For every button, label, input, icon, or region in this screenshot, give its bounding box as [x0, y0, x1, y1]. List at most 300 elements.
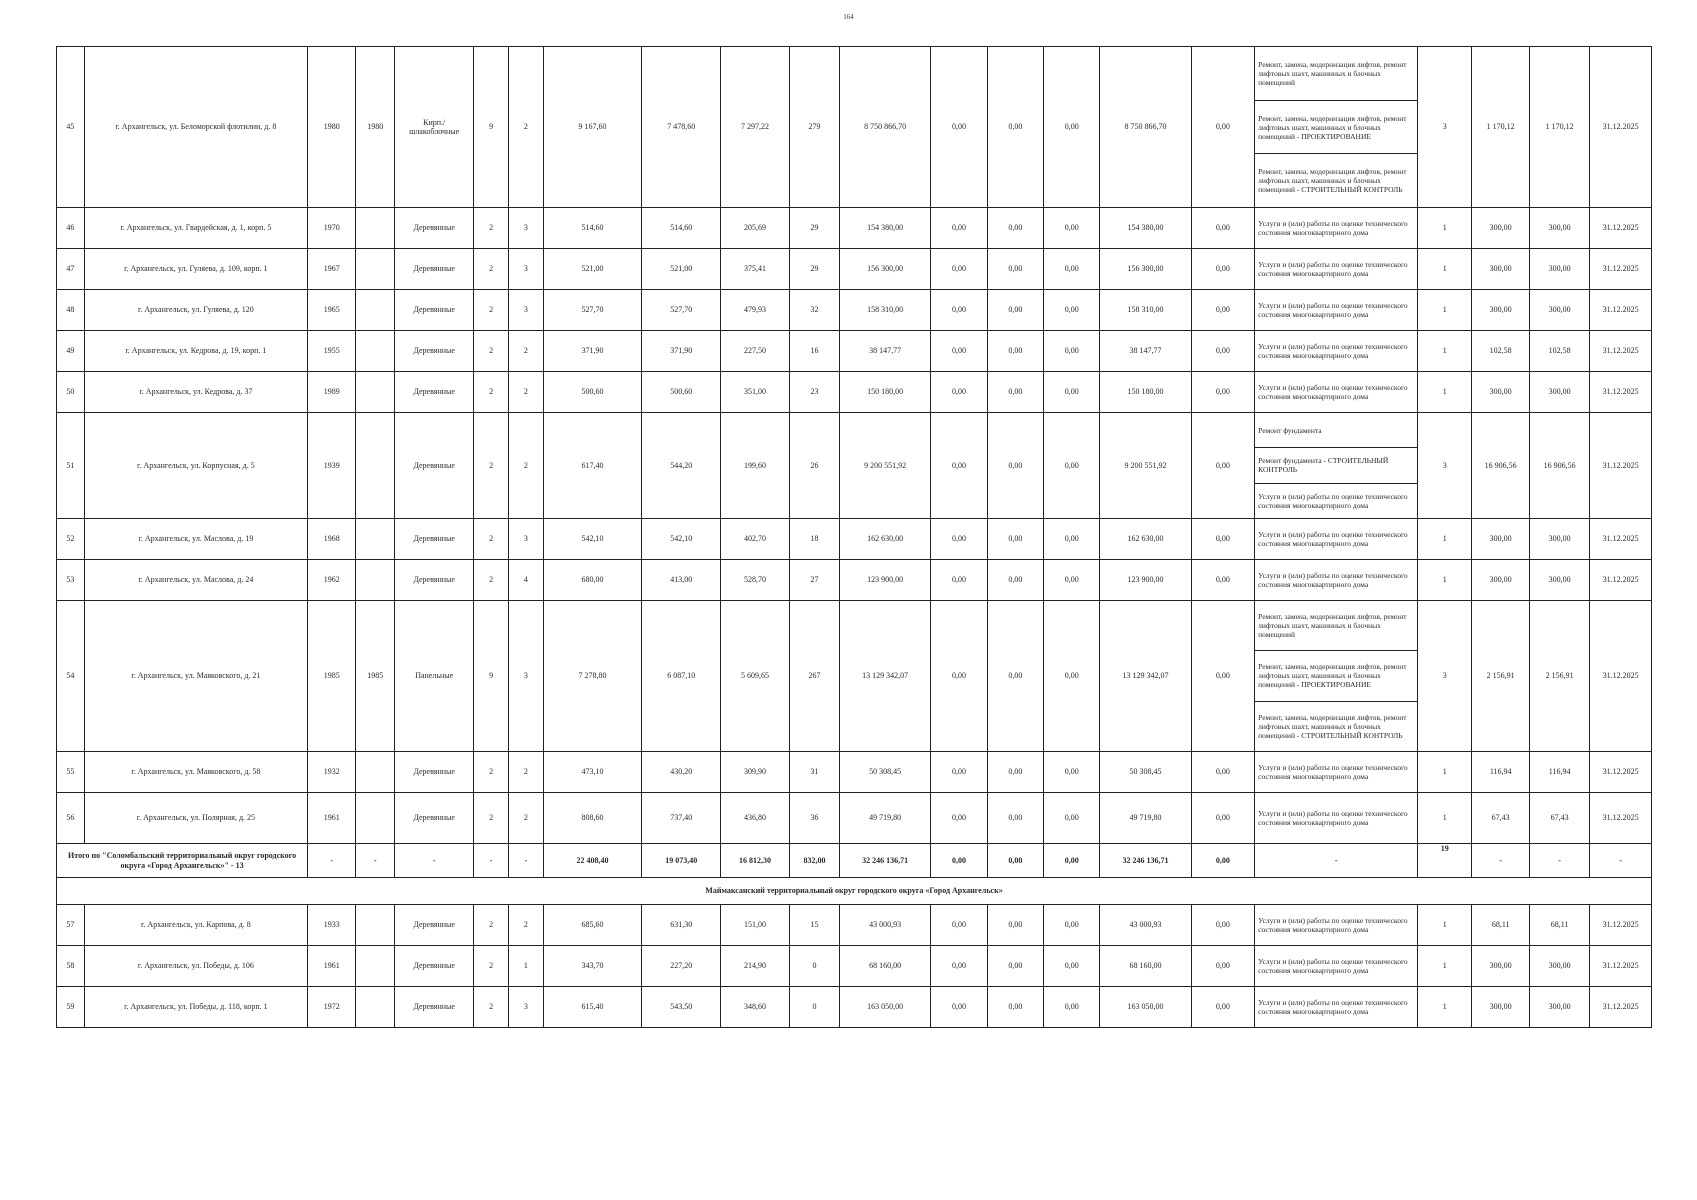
- work-item: Ремонт, замена, модернизация лифтов, ремонт лифтовых шахт, машинных и блочных помещений - СТРОИТЕЛЬНЫЙ КОНТРОЛЬ: [1255, 153, 1417, 207]
- residents: 26: [789, 413, 839, 519]
- cost-total: 158 310,00: [840, 290, 931, 331]
- work-count: 1: [1418, 372, 1472, 413]
- year-built: 1985: [308, 601, 356, 752]
- residents: 36: [789, 793, 839, 844]
- cost-municipal: 0,00: [1044, 987, 1100, 1028]
- residents: 18: [789, 519, 839, 560]
- cost-fund: 0,00: [931, 519, 987, 560]
- area-total: 7 278,80: [543, 601, 641, 752]
- cost-regional: 0,00: [987, 290, 1043, 331]
- total-dash: -: [509, 844, 544, 878]
- works-cell: [1255, 601, 1418, 752]
- work-count: 1: [1418, 290, 1472, 331]
- year-built: 1962: [308, 560, 356, 601]
- area-total: 685,60: [543, 905, 641, 946]
- address: г. Архангельск, ул. Победы, д. 106: [84, 946, 307, 987]
- area-total: 680,00: [543, 560, 641, 601]
- residents: 29: [789, 249, 839, 290]
- works-cell: [1255, 331, 1418, 372]
- entrances: 2: [509, 752, 544, 793]
- work-item: Услуги и (или) работы по оценке технического состояния многоквартирного дома: [1258, 571, 1408, 589]
- works-cell: [1255, 208, 1418, 249]
- entrances: 2: [509, 47, 544, 208]
- floors: 2: [474, 249, 509, 290]
- cost-total: 123 900,00: [840, 560, 931, 601]
- entrances: 2: [509, 413, 544, 519]
- cost-other: 0,00: [1191, 560, 1255, 601]
- floors: 2: [474, 413, 509, 519]
- deadline: 31.12.2025: [1590, 601, 1652, 752]
- cost-total: 150 180,00: [840, 372, 931, 413]
- table-row: [57, 793, 1652, 844]
- cost-municipal: 0,00: [1044, 793, 1100, 844]
- area-living: 521,00: [642, 249, 721, 290]
- year-overhaul: [356, 946, 395, 987]
- cost-other: 0,00: [1191, 793, 1255, 844]
- works-cell: [1255, 249, 1418, 290]
- cost-total: 162 630,00: [840, 519, 931, 560]
- cost-municipal: 0,00: [1044, 208, 1100, 249]
- address: г. Архангельск, ул. Маяковского, д. 58: [84, 752, 307, 793]
- unit-cost: 68,11: [1472, 905, 1529, 946]
- entrances: 3: [509, 519, 544, 560]
- residents: 0: [789, 946, 839, 987]
- address: г. Архангельск, ул. Маяковского, д. 21: [84, 601, 307, 752]
- deadline: 31.12.2025: [1590, 752, 1652, 793]
- year-overhaul: [356, 413, 395, 519]
- cost-fund: 0,00: [931, 793, 987, 844]
- address: г. Архангельск, ул. Победы, д. 118, корп. 1: [84, 987, 307, 1028]
- area-total: 521,00: [543, 249, 641, 290]
- year-overhaul: [356, 331, 395, 372]
- cost-other: 0,00: [1191, 987, 1255, 1028]
- total-dash: -: [356, 844, 395, 878]
- work-count: 1: [1418, 793, 1472, 844]
- total-row: [57, 844, 1652, 878]
- work-item: Услуги и (или) работы по оценке технического состояния многоквартирного дома: [1258, 916, 1408, 934]
- year-built: 1968: [308, 519, 356, 560]
- row-number: 53: [57, 560, 85, 601]
- max-unit-cost: 116,94: [1529, 752, 1589, 793]
- residents: 29: [789, 208, 839, 249]
- work-item: Услуги и (или) работы по оценке технического состояния многоквартирного дома: [1258, 342, 1408, 360]
- cost-owners: 13 129 342,07: [1100, 601, 1191, 752]
- row-number: 55: [57, 752, 85, 793]
- work-item: Услуги и (или) работы по оценке технического состояния многоквартирного дома: [1258, 763, 1408, 781]
- row-number: 58: [57, 946, 85, 987]
- wall-material: Деревянные: [395, 752, 474, 793]
- cost-fund: 0,00: [931, 372, 987, 413]
- cost-other: 0,00: [1191, 331, 1255, 372]
- year-overhaul: [356, 208, 395, 249]
- wall-material: Деревянные: [395, 290, 474, 331]
- page-number: 164: [843, 13, 854, 21]
- year-built: 1939: [308, 413, 356, 519]
- max-unit-cost: 102,58: [1529, 331, 1589, 372]
- table-row: [57, 560, 1652, 601]
- area-residential: 227,50: [721, 331, 790, 372]
- unit-cost: 102,58: [1472, 331, 1529, 372]
- cost-fund: 0,00: [931, 905, 987, 946]
- cost-other: 0,00: [1191, 249, 1255, 290]
- unit-cost: 300,00: [1472, 290, 1529, 331]
- unit-cost: 116,94: [1472, 752, 1529, 793]
- works-cell: [1255, 987, 1418, 1028]
- cost-total: 38 147,77: [840, 331, 931, 372]
- area-residential: 151,00: [721, 905, 790, 946]
- deadline: 31.12.2025: [1590, 290, 1652, 331]
- deadline: 31.12.2025: [1590, 47, 1652, 208]
- table-row: [57, 987, 1652, 1028]
- floors: 2: [474, 560, 509, 601]
- area-living: 527,70: [642, 290, 721, 331]
- address: г. Архангельск, ул. Маслова, д. 24: [84, 560, 307, 601]
- deadline: 31.12.2025: [1590, 793, 1652, 844]
- cost-fund: 0,00: [931, 413, 987, 519]
- area-living: 514,60: [642, 208, 721, 249]
- year-built: 1961: [308, 946, 356, 987]
- cost-owners: 38 147,77: [1100, 331, 1191, 372]
- unit-cost: 300,00: [1472, 208, 1529, 249]
- address: г. Архангельск, ул. Гвардейская, д. 1, корп. 5: [84, 208, 307, 249]
- area-living: 631,30: [642, 905, 721, 946]
- max-unit-cost: 67,43: [1529, 793, 1589, 844]
- work-count: 3: [1418, 47, 1472, 208]
- cost-other: 0,00: [1191, 413, 1255, 519]
- year-built: 1965: [308, 290, 356, 331]
- unit-cost: 300,00: [1472, 372, 1529, 413]
- works-cell: [1255, 946, 1418, 987]
- work-item: Услуги и (или) работы по оценке технического состояния многоквартирного дома: [1255, 483, 1417, 518]
- total-dash: -: [1590, 844, 1652, 878]
- cost-total: 8 750 866,70: [840, 47, 931, 208]
- year-built: 1972: [308, 987, 356, 1028]
- cost-owners: 49 719,80: [1100, 793, 1191, 844]
- work-item: Услуги и (или) работы по оценке технического состояния многоквартирного дома: [1258, 383, 1408, 401]
- total-cost: 32 246 136,71: [840, 844, 931, 878]
- entrances: 3: [509, 601, 544, 752]
- cost-municipal: 0,00: [1044, 519, 1100, 560]
- unit-cost: 67,43: [1472, 793, 1529, 844]
- area-residential: 402,70: [721, 519, 790, 560]
- max-unit-cost: 300,00: [1529, 249, 1589, 290]
- work-count: 1: [1418, 752, 1472, 793]
- works-cell: [1255, 905, 1418, 946]
- floors: 2: [474, 946, 509, 987]
- work-item: Услуги и (или) работы по оценке технического состояния многоквартирного дома: [1258, 957, 1408, 975]
- year-built: 1970: [308, 208, 356, 249]
- cost-municipal: 0,00: [1044, 560, 1100, 601]
- area-living: 371,90: [642, 331, 721, 372]
- wall-material: Деревянные: [395, 208, 474, 249]
- works-cell: [1255, 793, 1418, 844]
- cost-owners: 8 750 866,70: [1100, 47, 1191, 208]
- cost-regional: 0,00: [987, 601, 1043, 752]
- wall-material: Деревянные: [395, 946, 474, 987]
- row-number: 50: [57, 372, 85, 413]
- row-number: 56: [57, 793, 85, 844]
- wall-material: Деревянные: [395, 519, 474, 560]
- area-living: 737,40: [642, 793, 721, 844]
- table-row: [57, 372, 1652, 413]
- area-total: 343,70: [543, 946, 641, 987]
- floors: 2: [474, 372, 509, 413]
- cost-fund: 0,00: [931, 987, 987, 1028]
- work-count: 1: [1418, 987, 1472, 1028]
- row-number: 46: [57, 208, 85, 249]
- max-unit-cost: 68,11: [1529, 905, 1589, 946]
- deadline: 31.12.2025: [1590, 560, 1652, 601]
- entrances: 4: [509, 560, 544, 601]
- work-item: Ремонт, замена, модернизация лифтов, ремонт лифтовых шахт, машинных и блочных помещений: [1258, 59, 1407, 87]
- cost-municipal: 0,00: [1044, 601, 1100, 752]
- deadline: 31.12.2025: [1590, 249, 1652, 290]
- cost-fund: 0,00: [931, 752, 987, 793]
- total-residents: 832,00: [789, 844, 839, 878]
- area-residential: 5 609,65: [721, 601, 790, 752]
- cost-owners: 43 000,93: [1100, 905, 1191, 946]
- max-unit-cost: 300,00: [1529, 372, 1589, 413]
- table-row: [57, 47, 1652, 208]
- work-item: Ремонт, замена, модернизация лифтов, ремонт лифтовых шахт, машинных и блочных помещений - СТРОИТЕЛЬНЫЙ КОНТРОЛЬ: [1255, 701, 1417, 751]
- work-item: Услуги и (или) работы по оценке технического состояния многоквартирного дома: [1258, 998, 1408, 1016]
- row-number: 52: [57, 519, 85, 560]
- total-c2: 0,00: [987, 844, 1043, 878]
- address: г. Архангельск, ул. Гуляева, д. 109, корп. 1: [84, 249, 307, 290]
- cost-regional: 0,00: [987, 752, 1043, 793]
- work-item: Ремонт, замена, модернизация лифтов, ремонт лифтовых шахт, машинных и блочных помещений - ПРОЕКТИРОВАНИЕ: [1255, 100, 1417, 154]
- cost-other: 0,00: [1191, 208, 1255, 249]
- area-residential: 7 297,22: [721, 47, 790, 208]
- cost-municipal: 0,00: [1044, 331, 1100, 372]
- cost-regional: 0,00: [987, 372, 1043, 413]
- cost-fund: 0,00: [931, 47, 987, 208]
- year-built: 1980: [308, 47, 356, 208]
- cost-regional: 0,00: [987, 208, 1043, 249]
- cost-regional: 0,00: [987, 47, 1043, 208]
- wall-material: Деревянные: [395, 793, 474, 844]
- residents: 31: [789, 752, 839, 793]
- works-cell: [1255, 519, 1418, 560]
- year-built: 1933: [308, 905, 356, 946]
- cost-regional: 0,00: [987, 987, 1043, 1028]
- cost-fund: 0,00: [931, 560, 987, 601]
- cost-owners: 156 300,00: [1100, 249, 1191, 290]
- work-count: 1: [1418, 331, 1472, 372]
- work-item: Услуги и (или) работы по оценке технического состояния многоквартирного дома: [1258, 530, 1408, 548]
- section-row: [57, 878, 1652, 905]
- year-built: 1955: [308, 331, 356, 372]
- area-total: 527,70: [543, 290, 641, 331]
- address: г. Архангельск, ул. Кедрова, д. 19, корп. 1: [84, 331, 307, 372]
- total-label: Итого по "Соломбальский территориальный округ городского округа «Город Архангельск»" - 13: [57, 844, 308, 878]
- entrances: 2: [509, 793, 544, 844]
- deadline: 31.12.2025: [1590, 987, 1652, 1028]
- cost-total: 50 308,45: [840, 752, 931, 793]
- work-item: Услуги и (или) работы по оценке технического состояния многоквартирного дома: [1258, 219, 1408, 237]
- max-unit-cost: 300,00: [1529, 519, 1589, 560]
- residents: 16: [789, 331, 839, 372]
- year-built: 1961: [308, 793, 356, 844]
- cost-fund: 0,00: [931, 331, 987, 372]
- wall-material: Деревянные: [395, 987, 474, 1028]
- works-cell: [1255, 290, 1418, 331]
- work-item: Услуги и (или) работы по оценке технического состояния многоквартирного дома: [1258, 301, 1408, 319]
- deadline: 31.12.2025: [1590, 372, 1652, 413]
- year-overhaul: [356, 560, 395, 601]
- total-area-total: 22 408,40: [543, 844, 641, 878]
- row-number: 59: [57, 987, 85, 1028]
- max-unit-cost: 300,00: [1529, 290, 1589, 331]
- entrances: 3: [509, 987, 544, 1028]
- residents: 32: [789, 290, 839, 331]
- address: г. Архангельск, ул. Беломорской флотилии, д. 8: [84, 47, 307, 208]
- deadline: 31.12.2025: [1590, 905, 1652, 946]
- area-residential: 479,93: [721, 290, 790, 331]
- area-residential: 528,70: [721, 560, 790, 601]
- cost-other: 0,00: [1191, 752, 1255, 793]
- year-overhaul: [356, 290, 395, 331]
- cost-regional: 0,00: [987, 519, 1043, 560]
- cost-owners: 158 310,00: [1100, 290, 1191, 331]
- table-row: [57, 601, 1652, 752]
- year-built: 1989: [308, 372, 356, 413]
- address: г. Архангельск, ул. Гуляева, д. 120: [84, 290, 307, 331]
- address: г. Архангельск, ул. Кедрова, д. 37: [84, 372, 307, 413]
- deadline: 31.12.2025: [1590, 413, 1652, 519]
- cost-total: 9 200 551,92: [840, 413, 931, 519]
- row-number: 47: [57, 249, 85, 290]
- cost-total: 49 719,80: [840, 793, 931, 844]
- floors: 2: [474, 208, 509, 249]
- total-work-count: 19: [1418, 844, 1472, 878]
- cost-other: 0,00: [1191, 601, 1255, 752]
- deadline: 31.12.2025: [1590, 519, 1652, 560]
- section-title: Маймаксанский территориальный округ городского округа «Город Архангельск»: [57, 878, 1652, 905]
- entrances: 2: [509, 372, 544, 413]
- area-living: 500,60: [642, 372, 721, 413]
- total-c5: 0,00: [1191, 844, 1255, 878]
- works-cell: [1255, 47, 1418, 208]
- year-built: 1967: [308, 249, 356, 290]
- total-area-res: 16 812,30: [721, 844, 790, 878]
- works-cell: [1255, 413, 1418, 519]
- table-row: [57, 249, 1652, 290]
- floors: 2: [474, 905, 509, 946]
- max-unit-cost: 300,00: [1529, 946, 1589, 987]
- works-cell: [1255, 752, 1418, 793]
- area-living: 542,10: [642, 519, 721, 560]
- year-overhaul: [356, 905, 395, 946]
- area-living: 7 478,60: [642, 47, 721, 208]
- cost-owners: 123 900,00: [1100, 560, 1191, 601]
- work-count: 3: [1418, 413, 1472, 519]
- table-row: [57, 519, 1652, 560]
- row-number: 49: [57, 331, 85, 372]
- cost-fund: 0,00: [931, 946, 987, 987]
- total-c4: 32 246 136,71: [1100, 844, 1191, 878]
- area-total: 615,40: [543, 987, 641, 1028]
- floors: 2: [474, 519, 509, 560]
- unit-cost: 300,00: [1472, 946, 1529, 987]
- works-cell: [1255, 560, 1418, 601]
- row-number: 45: [57, 47, 85, 208]
- floors: 9: [474, 47, 509, 208]
- max-unit-cost: 300,00: [1529, 987, 1589, 1028]
- residents: 27: [789, 560, 839, 601]
- floors: 2: [474, 987, 509, 1028]
- area-total: 514,60: [543, 208, 641, 249]
- total-dash: -: [474, 844, 509, 878]
- max-unit-cost: 16 906,56: [1529, 413, 1589, 519]
- area-residential: 436,80: [721, 793, 790, 844]
- floors: 2: [474, 290, 509, 331]
- work-item: Услуги и (или) работы по оценке технического состояния многоквартирного дома: [1258, 260, 1408, 278]
- cost-municipal: 0,00: [1044, 249, 1100, 290]
- work-count: 1: [1418, 905, 1472, 946]
- work-item: Ремонт, замена, модернизация лифтов, ремонт лифтовых шахт, машинных и блочных помещений - ПРОЕКТИРОВАНИЕ: [1255, 650, 1417, 700]
- rows-after-section: [57, 905, 1652, 1028]
- deadline: 31.12.2025: [1590, 331, 1652, 372]
- total-dash: -: [1529, 844, 1589, 878]
- cost-municipal: 0,00: [1044, 290, 1100, 331]
- area-total: 500,60: [543, 372, 641, 413]
- total-section: [57, 844, 1652, 905]
- residents: 15: [789, 905, 839, 946]
- cost-regional: 0,00: [987, 560, 1043, 601]
- entrances: 2: [509, 905, 544, 946]
- cost-regional: 0,00: [987, 331, 1043, 372]
- floors: 2: [474, 752, 509, 793]
- cost-total: 43 000,93: [840, 905, 931, 946]
- unit-cost: 300,00: [1472, 560, 1529, 601]
- cost-total: 156 300,00: [840, 249, 931, 290]
- unit-cost: 300,00: [1472, 519, 1529, 560]
- total-dash: -: [1255, 844, 1418, 878]
- floors: 2: [474, 793, 509, 844]
- table-row: [57, 946, 1652, 987]
- year-overhaul: [356, 752, 395, 793]
- residents: 279: [789, 47, 839, 208]
- wall-material: Кирп./ шлакоблочные: [395, 47, 474, 208]
- cost-owners: 68 160,00: [1100, 946, 1191, 987]
- cost-other: 0,00: [1191, 47, 1255, 208]
- unit-cost: 300,00: [1472, 987, 1529, 1028]
- cost-other: 0,00: [1191, 372, 1255, 413]
- floors: 9: [474, 601, 509, 752]
- works-cell: [1255, 372, 1418, 413]
- row-number: 54: [57, 601, 85, 752]
- cost-fund: 0,00: [931, 249, 987, 290]
- cost-total: 163 050,00: [840, 987, 931, 1028]
- area-living: 543,50: [642, 987, 721, 1028]
- work-item: Ремонт, замена, модернизация лифтов, ремонт лифтовых шахт, машинных и блочных помещений: [1258, 612, 1407, 640]
- area-living: 430,20: [642, 752, 721, 793]
- area-residential: 205,69: [721, 208, 790, 249]
- work-count: 1: [1418, 946, 1472, 987]
- total-c3: 0,00: [1044, 844, 1100, 878]
- work-count: 1: [1418, 560, 1472, 601]
- address: г. Архангельск, ул. Корпусная, д. 5: [84, 413, 307, 519]
- wall-material: Деревянные: [395, 372, 474, 413]
- unit-cost: 300,00: [1472, 249, 1529, 290]
- cost-other: 0,00: [1191, 946, 1255, 987]
- cost-owners: 154 380,00: [1100, 208, 1191, 249]
- year-overhaul: [356, 519, 395, 560]
- work-item: Услуги и (или) работы по оценке технического состояния многоквартирного дома: [1258, 809, 1408, 827]
- residents: 0: [789, 987, 839, 1028]
- area-residential: 199,60: [721, 413, 790, 519]
